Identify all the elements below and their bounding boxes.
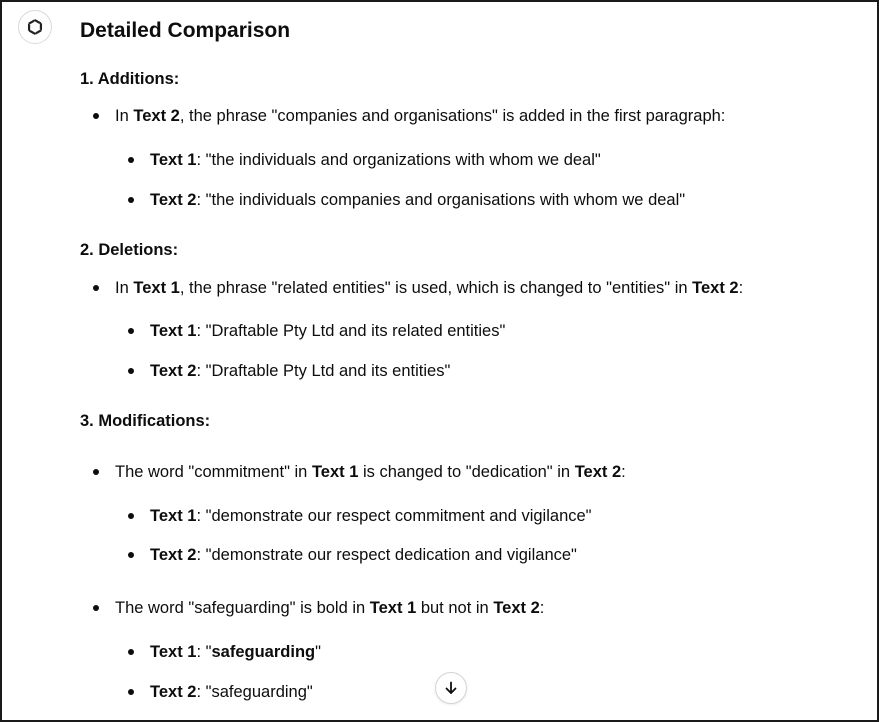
modifications-safeguarding-intro: The word "safeguarding" is bold in Text 1 but not in Text 2: xyxy=(115,599,545,617)
modifications-commitment-text2: Text 2: "demonstrate our respect dedication and vigilance" xyxy=(150,546,577,564)
additions-text2-item: Text 2: "the individuals companies and organisations with whom we deal" xyxy=(150,191,686,209)
bullet xyxy=(93,605,99,611)
arrow-down-icon xyxy=(443,680,459,696)
deletions-intro: In Text 1, the phrase "related entities" is used, which is changed to "entities" in Text 2: xyxy=(115,279,744,297)
bullet xyxy=(128,157,134,163)
bullet xyxy=(93,469,99,475)
deletions-text1-item: Text 1: "Draftable Pty Ltd and its related entities" xyxy=(150,322,506,340)
additions-intro: In Text 2, the phrase "companies and organisations" is added in the first paragraph: xyxy=(115,107,726,125)
response-heading: Detailed Comparison xyxy=(80,19,291,42)
section-title-modifications: 3. Modifications: xyxy=(80,412,211,430)
bullet xyxy=(128,328,134,334)
modifications-safeguarding-text2: Text 2: "safeguarding" xyxy=(150,683,313,701)
assistant-avatar xyxy=(18,10,52,44)
bullet xyxy=(128,197,134,203)
modifications-commitment-text1: Text 1: "demonstrate our respect commitment and vigilance" xyxy=(150,507,592,525)
bullet xyxy=(128,649,134,655)
bullet xyxy=(93,113,99,119)
bullet xyxy=(128,513,134,519)
scroll-to-bottom-button[interactable] xyxy=(435,672,467,704)
section-title-deletions: 2. Deletions: xyxy=(80,241,179,259)
bullet xyxy=(93,285,99,291)
deletions-text2-item: Text 2: "Draftable Pty Ltd and its entities" xyxy=(150,362,451,380)
bullet xyxy=(128,689,134,695)
additions-text1-item: Text 1: "the individuals and organizations with whom we deal" xyxy=(150,151,601,169)
openai-logo-icon xyxy=(24,16,46,38)
bullet xyxy=(128,368,134,374)
modifications-commitment-intro: The word "commitment" in Text 1 is changed to "dedication" in Text 2: xyxy=(115,463,626,481)
modifications-safeguarding-text1: Text 1: "safeguarding" xyxy=(150,643,321,661)
bullet xyxy=(128,552,134,558)
section-title-additions: 1. Additions: xyxy=(80,70,180,88)
